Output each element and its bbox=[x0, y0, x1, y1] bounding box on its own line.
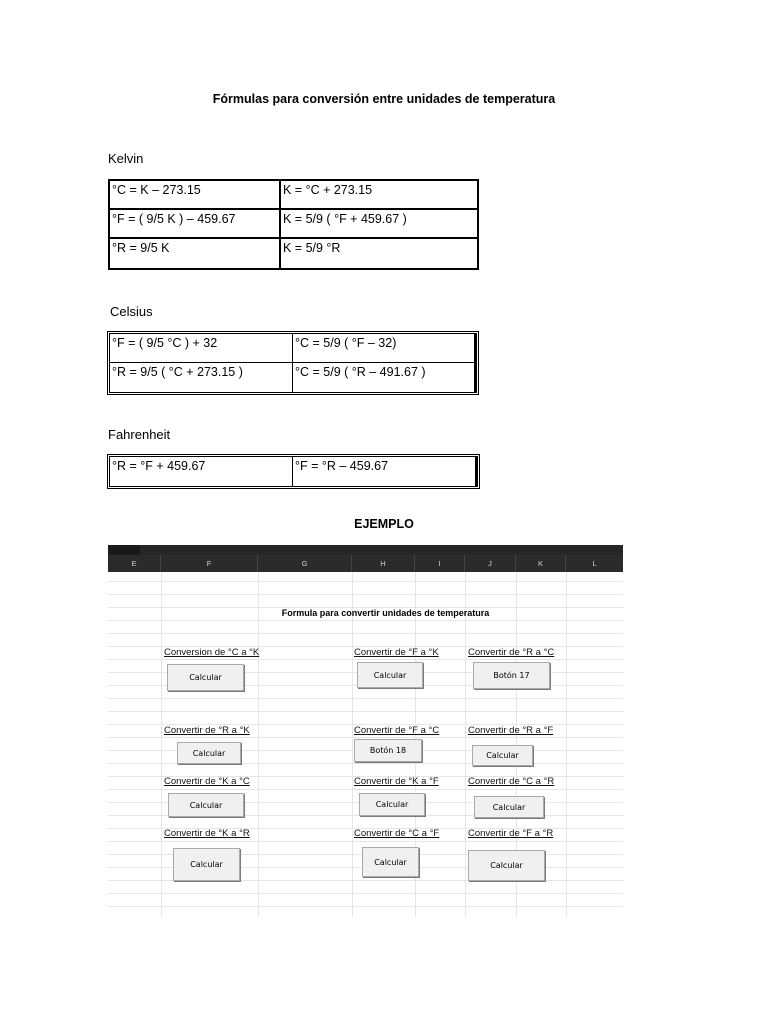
section-label-fahrenheit: Fahrenheit bbox=[108, 427, 171, 442]
label-c-to-f: Convertir de °C a °F bbox=[354, 828, 440, 839]
table-cell: °C = K – 273.15 bbox=[110, 181, 281, 210]
section-label-kelvin: Kelvin bbox=[108, 151, 144, 166]
label-c-to-r: Convertir de °C a °R bbox=[468, 776, 555, 787]
sheet-title: Formula para convertir unidades de temperatura bbox=[281, 608, 490, 618]
calcular-button-c-to-f[interactable]: Calcular bbox=[362, 847, 419, 877]
ribbon-bar bbox=[108, 545, 623, 555]
table-row bbox=[110, 181, 477, 210]
boton-17-button[interactable]: Botón 17 bbox=[473, 662, 550, 689]
table-row bbox=[110, 334, 476, 363]
table-cell: °R = 9/5 ( °C + 273.15 ) bbox=[110, 363, 293, 392]
calcular-button-f-to-k[interactable]: Calcular bbox=[357, 662, 423, 688]
label-k-to-f: Convertir de °K a °F bbox=[354, 776, 439, 787]
table-cell: °F = ( 9/5 K ) – 459.67 bbox=[110, 210, 281, 239]
table-cell: °C = 5/9 ( °F – 32) bbox=[293, 334, 476, 363]
table-row bbox=[110, 210, 477, 239]
calcular-button-r-to-k[interactable]: Calcular bbox=[177, 742, 241, 764]
boton-18-button[interactable]: Botón 18 bbox=[354, 739, 422, 762]
column-header-h[interactable]: H bbox=[352, 555, 415, 572]
label-f-to-c: Convertir de °F a °C bbox=[354, 725, 440, 736]
calcular-button-k-to-f[interactable]: Calcular bbox=[359, 793, 425, 816]
label-r-to-c: Convertir de °R a °C bbox=[468, 647, 555, 658]
table-cell: K = 5/9 ( °F + 459.67 ) bbox=[281, 210, 477, 239]
table-cell: °R = 9/5 K bbox=[110, 239, 281, 268]
section-label-celsius: Celsius bbox=[110, 304, 153, 319]
celsius-table bbox=[109, 333, 477, 393]
label-r-to-k: Convertir de °R a °K bbox=[164, 725, 250, 736]
column-header-g[interactable]: G bbox=[258, 555, 352, 572]
calcular-button-r-to-f[interactable]: Calcular bbox=[472, 745, 533, 766]
column-header-j[interactable]: J bbox=[465, 555, 516, 572]
table-row bbox=[110, 239, 477, 268]
table-row bbox=[110, 457, 477, 486]
column-header-f[interactable]: F bbox=[161, 555, 258, 572]
table-cell: °C = 5/9 ( °R – 491.67 ) bbox=[293, 363, 476, 392]
table-cell: K = °C + 273.15 bbox=[281, 181, 477, 210]
column-header-k[interactable]: K bbox=[516, 555, 566, 572]
table-cell: °R = °F + 459.67 bbox=[110, 457, 293, 486]
example-title: EJEMPLO bbox=[354, 517, 414, 531]
column-header-row bbox=[108, 555, 623, 572]
label-f-to-k: Convertir de °F a °K bbox=[354, 647, 439, 658]
table-row bbox=[110, 363, 476, 392]
calcular-button-f-to-r[interactable]: Calcular bbox=[468, 850, 545, 881]
column-header-i[interactable]: I bbox=[415, 555, 465, 572]
label-f-to-r: Convertir de °F a °R bbox=[468, 828, 554, 839]
label-k-to-r: Convertir de °K a °R bbox=[164, 828, 250, 839]
spreadsheet-screenshot bbox=[108, 545, 623, 917]
calcular-button-c-to-r[interactable]: Calcular bbox=[474, 796, 544, 818]
calcular-button-c-to-k[interactable]: Calcular bbox=[167, 664, 244, 691]
calcular-button-k-to-r[interactable]: Calcular bbox=[173, 848, 240, 881]
label-c-to-k: Conversion de °C a °K bbox=[164, 647, 260, 658]
fahrenheit-table bbox=[109, 456, 478, 487]
column-header-e[interactable]: E bbox=[108, 555, 161, 572]
calcular-button-k-to-c[interactable]: Calcular bbox=[168, 793, 244, 817]
label-r-to-f: Convertir de °R a °F bbox=[468, 725, 554, 736]
table-cell: °F = ( 9/5 °C ) + 32 bbox=[110, 334, 293, 363]
table-cell: °F = °R – 459.67 bbox=[293, 457, 477, 486]
table-cell: K = 5/9 °R bbox=[283, 241, 341, 255]
document-title: Fórmulas para conversión entre unidades de temperatura bbox=[212, 92, 556, 106]
label-k-to-c: Convertir de °K a °C bbox=[164, 776, 250, 787]
kelvin-table bbox=[108, 179, 479, 270]
column-header-l[interactable]: L bbox=[592, 559, 597, 568]
